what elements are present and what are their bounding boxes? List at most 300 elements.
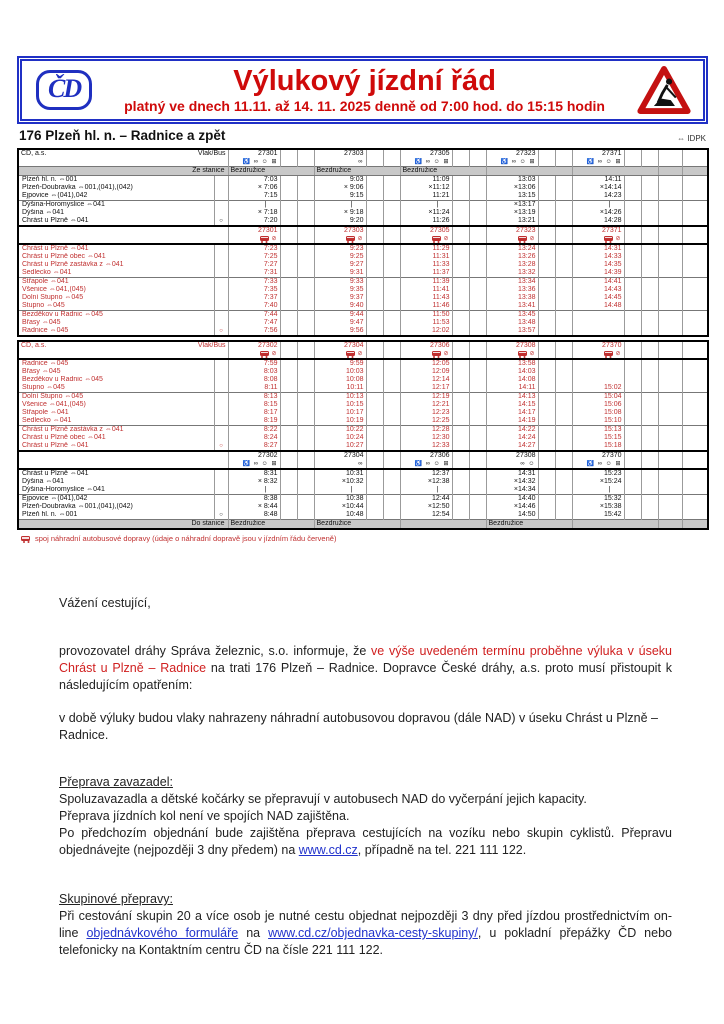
spacer-cell — [682, 469, 708, 478]
spacer-cell — [682, 235, 708, 244]
spacer-cell — [624, 451, 641, 460]
station-cell: Plzeň hl. n. ⇔001 — [22, 176, 78, 183]
terminus-marker — [214, 434, 228, 442]
spacer-cell — [538, 469, 555, 478]
spacer-cell — [624, 226, 641, 235]
station-cell: Plzeň-Doubravka ⇔001,(041),(042) — [22, 184, 133, 191]
time-cell: | — [400, 201, 452, 210]
spacer-cell — [624, 359, 641, 368]
time-cell: 11:26 — [400, 217, 452, 226]
spacer-cell — [383, 350, 400, 359]
time-cell — [572, 319, 624, 327]
time-cell — [572, 327, 624, 336]
table-row — [18, 442, 708, 451]
time-cell: × 9:18 — [314, 209, 366, 217]
spacer-cell — [624, 434, 641, 442]
spacer-cell — [641, 503, 658, 511]
spacer-cell — [682, 384, 708, 393]
spacer-cell — [366, 478, 383, 486]
spacer-cell — [624, 294, 641, 302]
spacer-cell — [366, 302, 383, 311]
spacer-cell — [682, 253, 708, 261]
spacer-cell — [682, 350, 708, 359]
spacer-cell — [383, 503, 400, 511]
terminus-marker — [214, 184, 228, 192]
time-cell: 13:03 — [486, 176, 538, 185]
p1-red-highlight: ve výše uvedeném termínu proběhne výluka v úseku Chrást u Plzně – Radnice — [59, 644, 672, 675]
spacer-cell — [538, 235, 555, 244]
train-icons — [400, 235, 452, 244]
spacer-cell — [469, 217, 486, 226]
origin-cell — [572, 167, 658, 176]
time-cell: 8:24 — [228, 434, 280, 442]
spacer-cell — [555, 384, 572, 393]
station-cell: Střapole ⇔041 — [22, 409, 69, 416]
spacer-cell — [624, 209, 641, 217]
time-cell: 10:11 — [314, 384, 366, 393]
bike-icon: ∞ — [253, 159, 259, 165]
spacer-cell — [641, 319, 658, 327]
station-cell: Ejpovice ⇔(041),042 — [22, 192, 88, 199]
time-cell: ×13:17 — [486, 201, 538, 210]
spacer-cell — [641, 417, 658, 426]
time-cell: | — [572, 201, 624, 210]
spacer-cell — [280, 495, 297, 504]
station-cell: Dýšina-Horomyslice ⇔041 — [18, 201, 214, 210]
spacer-cell — [297, 302, 314, 311]
spacer-cell — [452, 286, 469, 294]
time-cell: 9:35 — [314, 286, 366, 294]
terminus-marker: ○ — [214, 442, 228, 451]
spacer-cell — [280, 409, 297, 417]
terminus-marker — [214, 244, 228, 253]
spacer-cell — [297, 460, 314, 469]
table-row — [18, 244, 708, 253]
spacer-cell — [682, 269, 708, 278]
spacer-cell — [658, 184, 682, 192]
spacer-cell — [297, 209, 314, 217]
spacer-cell — [658, 217, 682, 226]
time-cell: 8:19 — [228, 417, 280, 426]
time-cell: 15:10 — [572, 417, 624, 426]
spacer-cell — [555, 192, 572, 201]
spacer-cell — [538, 460, 555, 469]
spacer-cell — [366, 442, 383, 451]
smiley-icon: ☺ — [605, 461, 613, 467]
spacer-cell — [469, 393, 486, 402]
time-cell: 13:36 — [486, 286, 538, 294]
bus-icon — [432, 351, 441, 356]
spacer-cell — [280, 244, 297, 253]
spacer-cell — [624, 192, 641, 201]
spacer-cell — [452, 442, 469, 451]
station-cell: Chrást u Plzně ⇔041 — [22, 470, 89, 477]
time-cell: 14:11 — [572, 176, 624, 185]
station-cell: Střapole ⇔041 — [18, 278, 214, 287]
table-row — [18, 201, 708, 210]
table-row — [18, 478, 708, 486]
time-cell: 13:26 — [486, 253, 538, 261]
spacer-cell — [280, 235, 297, 244]
spacer-cell — [641, 393, 658, 402]
spacer-cell — [641, 376, 658, 384]
spacer-cell — [658, 401, 682, 409]
spacer-cell — [280, 286, 297, 294]
spacer-cell — [297, 201, 314, 210]
time-cell: 8:03 — [228, 368, 280, 376]
spacer-cell — [658, 261, 682, 269]
spacer-cell — [624, 261, 641, 269]
time-cell: | — [572, 486, 624, 495]
time-cell: 10:48 — [314, 511, 366, 520]
spacer-cell — [469, 426, 486, 435]
terminus-marker — [214, 469, 228, 478]
spacer-cell — [658, 350, 682, 359]
spacer-cell — [383, 176, 400, 185]
spacer-cell — [383, 478, 400, 486]
spacer-cell — [469, 235, 486, 244]
time-cell: 13:41 — [486, 302, 538, 311]
spacer-cell — [297, 244, 314, 253]
spacer-cell — [555, 511, 572, 520]
spacer-cell — [366, 503, 383, 511]
spacer-cell — [555, 226, 572, 235]
spacer-cell — [366, 426, 383, 435]
spacer-cell — [366, 451, 383, 460]
spacer-cell — [452, 426, 469, 435]
roadworks-warning-icon — [637, 65, 691, 115]
spacer-cell — [641, 286, 658, 294]
header-titles — [98, 66, 631, 114]
spacer-cell — [280, 319, 297, 327]
time-cell: 11:43 — [400, 294, 452, 302]
table-row — [18, 495, 708, 504]
terminus-marker — [214, 319, 228, 327]
spacer-cell — [452, 176, 469, 185]
time-cell — [572, 368, 624, 376]
nad-footnote-text: spoj náhradní autobusové dopravy (údaje o náhradní dopravě jsou v jízdním řádu červeně) — [35, 534, 337, 543]
time-cell: 9:47 — [314, 319, 366, 327]
spacer-cell — [383, 376, 400, 384]
spacer-cell — [538, 503, 555, 511]
spacer-cell — [624, 478, 641, 486]
table-row — [18, 520, 708, 530]
spacer-cell — [469, 442, 486, 451]
station-cell: Dýšina ⇔041 — [22, 209, 65, 216]
time-cell: 15:32 — [572, 495, 624, 504]
spacer-cell — [366, 495, 383, 504]
vlak-bus-label: Vlak/Bus — [197, 342, 226, 349]
origin-cell: Bezdružice — [228, 167, 314, 176]
bus-icon — [346, 351, 355, 356]
spacer-cell — [280, 384, 297, 393]
terminus-marker — [214, 192, 228, 201]
spacer-cell — [641, 495, 658, 504]
time-cell: 14:28 — [572, 217, 624, 226]
time-cell — [572, 359, 624, 368]
spacer-cell — [624, 253, 641, 261]
spacer-cell — [297, 503, 314, 511]
time-cell: 14:23 — [572, 192, 624, 201]
station-cell: Chrást u Plzně ⇔041 — [22, 217, 89, 224]
operator-label: ČD, a.s. — [21, 342, 47, 349]
time-cell: | — [314, 201, 366, 210]
spacer-cell — [280, 149, 297, 158]
train-icons — [314, 350, 366, 359]
spacer-cell — [658, 286, 682, 294]
luggage-line3-before: Po předchozím objednání bude zajištěna přeprava cestujících na vozíku nebo skupin cyklistů. Přepravu objednávejte (nejpozději 3 dny předem) na — [59, 826, 672, 857]
luggage-heading: Přeprava zavazadel: — [59, 775, 173, 789]
table-row — [18, 350, 708, 359]
time-cell: 11:46 — [400, 302, 452, 311]
spacer-cell — [366, 384, 383, 393]
origin-cell: Bezdružice — [314, 520, 400, 530]
idpk-label: ⇔ IDPK — [677, 134, 706, 143]
spacer-cell — [366, 460, 383, 469]
station-cell: Chrást u Plzně zastávka z ⇔041 — [22, 261, 124, 268]
operator-cell — [18, 158, 228, 167]
spacer-cell — [555, 368, 572, 376]
time-cell: 11:21 — [400, 192, 452, 201]
table-row — [18, 209, 708, 217]
spacer-cell — [452, 327, 469, 336]
time-cell: 13:34 — [486, 278, 538, 287]
time-cell: 14:43 — [572, 286, 624, 294]
station-cell: Chrást u Plzně obec ⇔041 — [22, 434, 106, 441]
spacer-cell — [682, 368, 708, 376]
time-cell: 10:08 — [314, 376, 366, 384]
origin-cell: Bezdružice — [486, 520, 572, 530]
spacer-cell — [641, 426, 658, 435]
bus-icon — [346, 236, 355, 241]
station-cell: Radnice ⇔045 — [22, 327, 69, 334]
spacer-cell — [452, 409, 469, 417]
spacer-cell — [452, 253, 469, 261]
time-cell: 10:27 — [314, 442, 366, 451]
time-cell: 12:25 — [400, 417, 452, 426]
spacer-cell — [297, 261, 314, 269]
spacer-cell — [297, 217, 314, 226]
cd-website-link[interactable]: www.cd.cz — [298, 843, 358, 857]
spacer-cell — [452, 434, 469, 442]
spacer-cell — [469, 350, 486, 359]
train-number: 27303 — [314, 226, 366, 235]
time-cell: 12:23 — [400, 409, 452, 417]
spacer-cell — [658, 451, 682, 460]
spacer-cell — [658, 368, 682, 376]
spacer-cell — [280, 209, 297, 217]
time-cell: 13:58 — [486, 359, 538, 368]
nobike-icon: ⊘ — [615, 351, 622, 357]
spacer-cell — [641, 244, 658, 253]
spacer-cell — [469, 368, 486, 376]
spacer-cell — [658, 226, 682, 235]
smiley-icon: ☺ — [261, 461, 269, 467]
smiley-icon: ☺ — [433, 159, 441, 165]
spacer-cell — [452, 478, 469, 486]
time-cell: 8:38 — [228, 495, 280, 504]
spacer-cell — [555, 278, 572, 287]
spacer-cell — [658, 417, 682, 426]
spacer-cell — [366, 286, 383, 294]
spacer-cell — [452, 384, 469, 393]
spacer-cell — [538, 311, 555, 320]
spacer-cell — [383, 368, 400, 376]
time-cell: 15:15 — [572, 434, 624, 442]
spacer-cell — [682, 184, 708, 192]
station-cell: Chrást u Plzně ⇔041 — [22, 442, 89, 449]
spacer-cell — [469, 244, 486, 253]
spacer-cell — [383, 192, 400, 201]
time-cell: 14:33 — [572, 253, 624, 261]
time-cell: 11:29 — [400, 244, 452, 253]
time-cell: 15:02 — [572, 384, 624, 393]
terminus-marker — [214, 393, 228, 402]
spacer-cell — [297, 176, 314, 185]
bus-icon — [260, 236, 269, 241]
train-number: 27304 — [314, 451, 366, 460]
station-cell: Dolní Stupno ⇔045 — [22, 294, 84, 301]
spacer-cell — [366, 235, 383, 244]
spacer-cell — [452, 158, 469, 167]
spacer-cell — [538, 511, 555, 520]
spacer-cell — [624, 486, 641, 495]
spacer-cell — [641, 327, 658, 336]
spacer-cell — [555, 442, 572, 451]
wheelchair-icon: ♿ — [242, 461, 252, 467]
spacer-cell — [452, 319, 469, 327]
table-row — [18, 503, 708, 511]
spacer-cell — [366, 269, 383, 278]
spacer-cell — [452, 401, 469, 409]
spacer-cell — [366, 511, 383, 520]
edge-label: Do stanice — [18, 520, 228, 530]
time-cell: 9:25 — [314, 253, 366, 261]
terminus-marker — [214, 302, 228, 311]
terminus-marker — [214, 486, 228, 495]
train-number: 27306 — [400, 451, 452, 460]
bike-icon: ∞ — [511, 159, 517, 165]
spacer-cell — [682, 167, 708, 176]
spacer-cell — [469, 417, 486, 426]
spacer-cell — [682, 192, 708, 201]
time-cell: 12:28 — [400, 426, 452, 435]
spacer-cell — [297, 469, 314, 478]
spacer-cell — [297, 184, 314, 192]
spacer-cell — [280, 376, 297, 384]
spacer-cell — [555, 253, 572, 261]
spacer-cell — [452, 192, 469, 201]
spacer-cell — [658, 376, 682, 384]
spacer-cell — [624, 426, 641, 435]
spacer-cell — [469, 511, 486, 520]
spacer-cell — [452, 350, 469, 359]
terminus-marker — [214, 176, 228, 185]
time-cell: 14:48 — [572, 302, 624, 311]
time-cell: 8:31 — [228, 469, 280, 478]
spacer-cell — [280, 401, 297, 409]
nobike-icon: ⊘ — [443, 236, 450, 242]
spacer-cell — [469, 294, 486, 302]
spacer-cell — [297, 158, 314, 167]
spacer-cell — [658, 393, 682, 402]
terminus-marker — [214, 401, 228, 409]
bike-icon: ∞ — [425, 461, 431, 467]
spacer-cell — [469, 376, 486, 384]
spacer-cell — [366, 469, 383, 478]
table-row — [18, 384, 708, 393]
line-title-bar — [17, 124, 708, 145]
wheelchair-icon: ♿ — [586, 461, 596, 467]
station-cell: Chrást u Plzně ⇔041 — [22, 245, 89, 252]
train-number: 27304 — [314, 341, 366, 350]
spacer-cell — [658, 384, 682, 393]
time-cell: 9:37 — [314, 294, 366, 302]
spacer-cell — [366, 376, 383, 384]
time-cell: 7:47 — [228, 319, 280, 327]
spacer-cell — [297, 409, 314, 417]
spacer-cell — [641, 149, 658, 158]
origin-cell: Bezdružice — [314, 167, 400, 176]
spacer-cell — [641, 401, 658, 409]
spacer-cell — [452, 184, 469, 192]
station-cell: Břasy ⇔045 — [22, 368, 61, 375]
spacer-cell — [538, 319, 555, 327]
time-cell: 10:22 — [314, 426, 366, 435]
spacer-cell — [297, 286, 314, 294]
spacer-cell — [658, 192, 682, 201]
spacer-cell — [538, 341, 555, 350]
spacer-cell — [624, 278, 641, 287]
spacer-cell — [280, 176, 297, 185]
bike-icon: ∞ — [358, 461, 364, 467]
train-icons — [572, 460, 624, 469]
smiley-icon: ☺ — [261, 159, 269, 165]
spacer-cell — [366, 311, 383, 320]
spacer-cell — [682, 327, 708, 336]
spacer-cell — [658, 149, 682, 158]
spacer-cell — [641, 261, 658, 269]
origin-cell: Bezdružice — [228, 520, 314, 530]
spacer-cell — [383, 511, 400, 520]
spacer-cell — [624, 511, 641, 520]
spacer-cell — [555, 244, 572, 253]
spacer-cell — [297, 401, 314, 409]
spacer-cell — [452, 460, 469, 469]
spacer-cell — [555, 460, 572, 469]
group-travel-link[interactable]: www.cd.cz/objednavka-cesty-skupiny/ — [268, 926, 478, 940]
spacer-cell — [366, 176, 383, 185]
spacer-cell — [658, 520, 682, 530]
spacer-cell — [555, 201, 572, 210]
order-form-link[interactable]: objednávkového formuláře — [86, 926, 239, 940]
time-cell: 9:40 — [314, 302, 366, 311]
spacer-cell — [641, 486, 658, 495]
terminus-marker — [214, 384, 228, 393]
time-cell: 11:31 — [400, 253, 452, 261]
section-groups — [59, 891, 672, 959]
spacer-cell — [555, 469, 572, 478]
terminus-marker — [214, 417, 228, 426]
time-cell: 9:23 — [314, 244, 366, 253]
spacer-cell — [538, 226, 555, 235]
time-cell: 11:37 — [400, 269, 452, 278]
time-cell: 12:21 — [400, 401, 452, 409]
spacer-cell — [624, 495, 641, 504]
spacer-cell — [383, 417, 400, 426]
spacer-cell — [366, 409, 383, 417]
time-cell: 9:31 — [314, 269, 366, 278]
